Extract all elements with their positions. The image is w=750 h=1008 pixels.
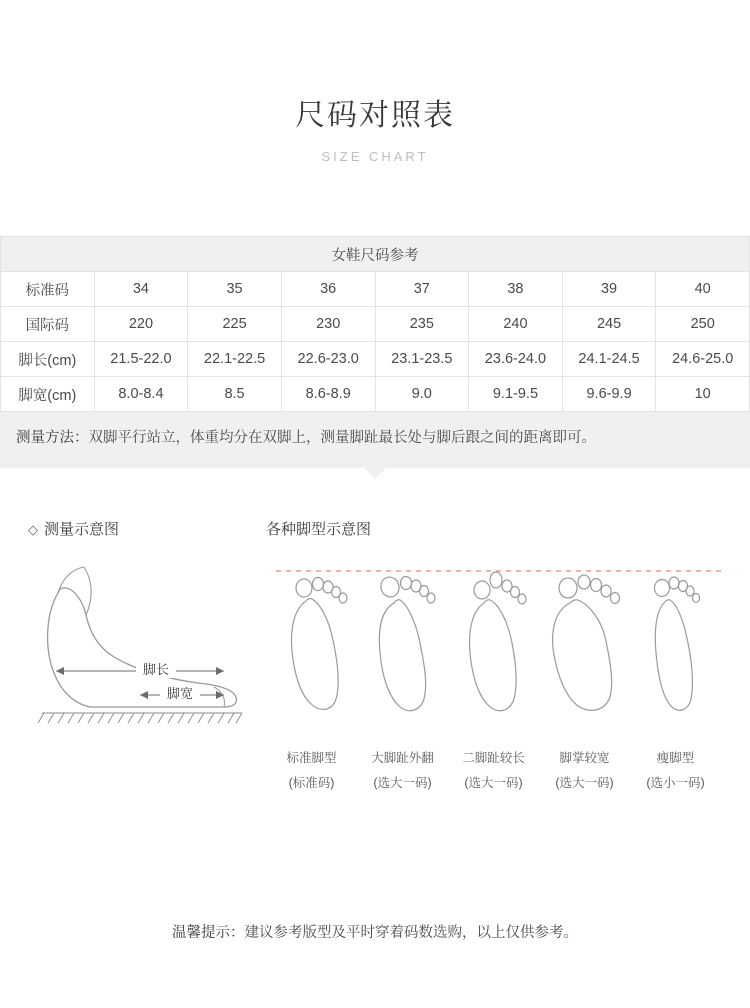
measure-diagram-title (28, 518, 258, 539)
cell: 38 (469, 272, 563, 307)
foot-measure-illustration (28, 553, 248, 753)
foot-type-name: 大脚趾外翻 (371, 750, 434, 765)
foot-type-advice: (选大一码) (373, 776, 432, 791)
arrow-down-icon (364, 468, 386, 479)
table-row (1, 307, 750, 342)
foot-type-advice: (标准码) (288, 776, 335, 791)
size-table-wrap (0, 236, 750, 412)
footer-tip-label: 温馨提示： (172, 925, 245, 941)
page-title: 尺码对照表 (295, 99, 455, 132)
cell: 230 (281, 307, 375, 342)
row-label-standard: 标准码 (1, 272, 95, 307)
cell: 225 (188, 307, 282, 342)
foot-type-advice: (选小一码) (646, 776, 705, 791)
foot-types-title: 各种脚型示意图 (266, 520, 372, 538)
cell: 220 (94, 307, 188, 342)
footer-tip-text: 建议参考版型及平时穿着码数选购，以上仅供参考。 (244, 925, 578, 941)
page-header (0, 0, 750, 164)
row-label-international: 国际码 (1, 307, 95, 342)
cell: 8.5 (188, 377, 282, 412)
diagram-section (0, 468, 750, 794)
row-label-foot-width: 脚宽(cm) (1, 377, 95, 412)
cell: 9.0 (375, 377, 469, 412)
foot-type-name: 二脚趾较长 (462, 750, 525, 765)
cell: 21.5-22.0 (94, 342, 188, 377)
cell: 9.1-9.5 (469, 377, 563, 412)
cell: 39 (562, 272, 656, 307)
measure-diagram (0, 518, 258, 794)
foot-type-name: 脚掌较宽 (559, 750, 610, 765)
foot-type-advice: (选大一码) (464, 776, 523, 791)
foot-types-diagram (258, 518, 750, 794)
length-label: 脚长 (142, 661, 170, 677)
foot-types-captions (266, 743, 750, 794)
foot-type-advice: (选大一码) (555, 776, 614, 791)
cell: 24.1-24.5 (562, 342, 656, 377)
cell: 235 (375, 307, 469, 342)
measure-method-note (0, 412, 750, 468)
table-row (1, 342, 750, 377)
measure-method-label: 测量方法： (16, 430, 89, 446)
table-caption-row (1, 237, 750, 272)
cell: 245 (562, 307, 656, 342)
cell: 22.6-23.0 (281, 342, 375, 377)
foot-shape-wide (553, 575, 620, 710)
foot-shape-long-second-toe (470, 572, 526, 711)
foot-type-item (357, 743, 448, 794)
foot-type-name: 标准脚型 (286, 750, 337, 765)
footer-tip (0, 921, 750, 942)
cell: 10 (656, 377, 750, 412)
cell: 40 (656, 272, 750, 307)
cell: 240 (469, 307, 563, 342)
table-row (1, 377, 750, 412)
cell: 23.6-24.0 (469, 342, 563, 377)
cell: 37 (375, 272, 469, 307)
foot-type-item (266, 743, 357, 794)
foot-type-name: 瘦脚型 (656, 750, 695, 765)
cell: 8.0-8.4 (94, 377, 188, 412)
cell: 250 (656, 307, 750, 342)
foot-type-item (539, 743, 630, 794)
cell: 9.6-9.9 (562, 377, 656, 412)
cell: 36 (281, 272, 375, 307)
foot-shape-narrow (655, 577, 700, 710)
diamond-icon: ◇ (28, 521, 38, 537)
size-table (0, 236, 750, 412)
row-label-foot-length: 脚长(cm) (1, 342, 95, 377)
width-label: 脚宽 (166, 685, 194, 701)
foot-shape-bunion (378, 574, 435, 710)
cell: 22.1-22.5 (188, 342, 282, 377)
cell: 35 (188, 272, 282, 307)
measure-method-text: 双脚平行站立，体重均分在双脚上，测量脚趾最长处与脚后跟之间的距离即可。 (88, 430, 596, 446)
table-caption: 女鞋尺码参考 (1, 237, 750, 272)
table-row (1, 272, 750, 307)
cell: 8.6-8.9 (281, 377, 375, 412)
page-subtitle: SIZE CHART (321, 149, 429, 164)
foot-type-item (448, 743, 539, 794)
measure-diagram-title-text: 测量示意图 (44, 520, 120, 538)
foot-type-item (630, 743, 721, 794)
cell: 23.1-23.5 (375, 342, 469, 377)
foot-shape-standard (292, 577, 347, 709)
foot-types-illustration (266, 553, 736, 733)
cell: 24.6-25.0 (656, 342, 750, 377)
cell: 34 (94, 272, 188, 307)
